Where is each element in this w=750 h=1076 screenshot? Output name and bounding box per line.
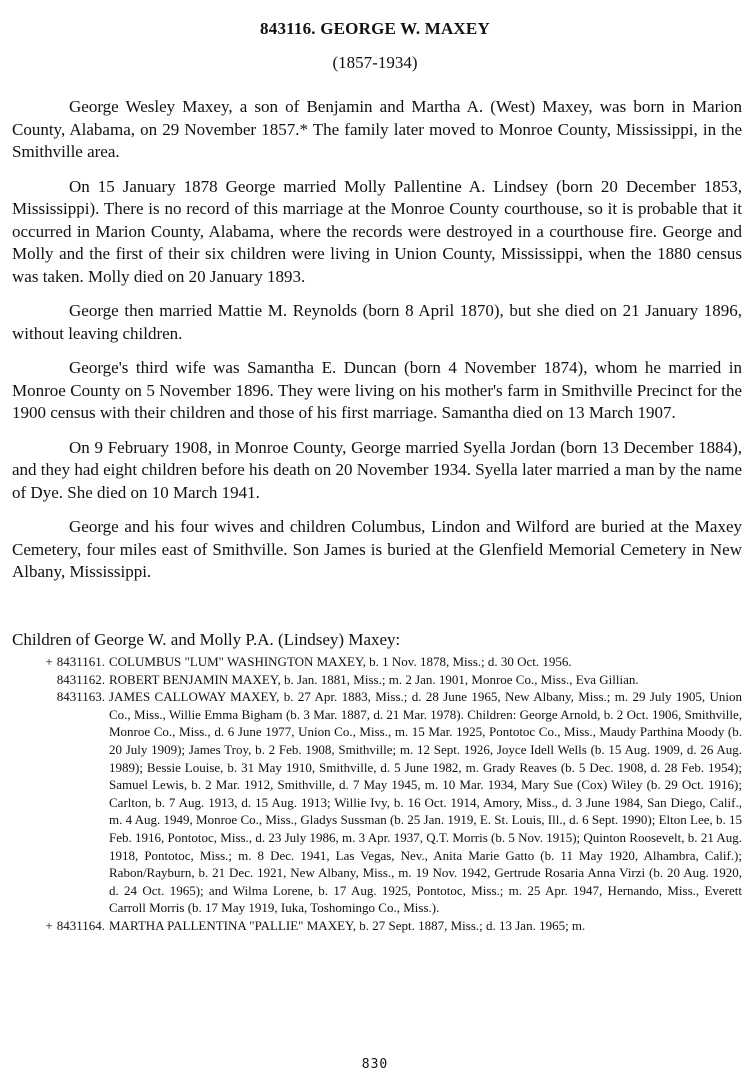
child-details: MARTHA PALLENTINA "PALLIE" MAXEY, b. 27 Sept. 1887, Miss.; d. 13 Jan. 1965; m. — [109, 917, 586, 933]
child-details: ROBERT BENJAMIN MAXEY, b. Jan. 1881, Miss.; m. 2 Jan. 1901, Monroe Co., Miss., Eva Gillian. — [109, 671, 639, 687]
child-details: COLUMBUS "LUM" WASHINGTON MAXEY, b. 1 Nov. 1878, Miss.; d. 30 Oct. 1956. — [109, 654, 572, 669]
paragraph: On 15 January 1878 George married Molly Pallentine A. Lindsey (born 20 December 1853, Mississippi). There is no record of this marriage at the Monroe County courthouse, so it is probable that it occurred in Marion County, Alabama, where the records were destroyed in a courthouse fire. George and Molly and the first of their six children were living in Union County, Mississippi, when the 1880 census was taken. Molly died on 20 January 1893. — [12, 176, 742, 286]
life-dates: (1857-1934) — [332, 53, 418, 72]
paragraph: George then married Mattie M. Reynolds (born 8 April 1870), but she died on 21 January 1896, without leaving children. — [12, 301, 742, 343]
biography-text — [12, 96, 742, 596]
child-number: 8431162. — [56, 671, 105, 687]
child-id — [12, 688, 105, 706]
paragraph: George and his four wives and children Columbus, Lindon and Wilford are buried at the Maxey Cemetery, four miles east of Smithville. Son James is buried at the Glenfield Memorial Cemetery in New Albany, Mississippi. — [12, 517, 742, 581]
child-number: 8431161. — [56, 654, 105, 669]
child-id — [12, 671, 105, 689]
child-number: 8431164. — [56, 917, 105, 933]
child-entry — [12, 671, 742, 689]
child-id — [12, 917, 105, 935]
child-entry — [12, 688, 742, 917]
descendant-marker: + — [45, 654, 53, 669]
page-title: 843116. GEORGE W. MAXEY — [260, 19, 490, 38]
descendant-marker: + — [45, 917, 53, 933]
child-entry — [12, 917, 742, 935]
child-details: JAMES CALLOWAY MAXEY, b. 27 Apr. 1883, Miss.; d. 28 June 1965, New Albany, Miss.; m. 29 July 1905, Union Co., Miss., Willie Emma Bigham (b. 3 Mar. 1887, d. 21 Mar. 1978). Children: George Arnold, b. 2 Oct. 1906, Smithville, Monroe Co., Miss., d. 6 June 1977, Union Co., Miss., m. 15 Mar. 1925, Pontotoc Co., Miss., Maudy Parthina Moody (b. 20 July 1909); James Troy, b. 2 Feb. 1908, Smithville; m. 12 Sept. 1926, Joyce Idell Wells (b. 15 Aug. 1909, d. 26 Aug. 1989); Bessie Louise, b. 31 May 1910, Smithville, d. 5 June 1982, m. Grady Reaves (b. 5 Dec. 1908, d. 28 Feb. 1954); Samuel Lewis, b. 2 Mar. 1912, Smithville, d. 7 May 1945, m. 10 Mar. 1934, Mary Sue (Cox) Wiley (b. 29 Oct. 1916); Carlton, b. 7 Aug. 1913, d. 15 Aug. 1913; Willie Ivy, b. 16 Oct. 1914, Amory, Miss., d. 3 June 1984, San Diego, Calif., m. 4 Aug. 1949, Monroe Co., Miss., Gladys Sussman (b. 25 Jan. 1919, E. St. Louis, Ill., d. 6 Sept. 1990); Elton Lee, b. 15 Feb. 1916, Pontotoc, Miss., d. 23 July 1986, m. 3 Apr. 1937, Q.T. Morris (b. 5 Nov. 1915); Quinton Roosevelt, b. 21 Aug. 1918, Pontotoc, Miss.; m. 8 Dec. 1941, Las Vegas, Nev., Anita Marie Gatto (b. 11 May 1920, Alhambra, Calif.); Rabon/Rayburn, b. 21 Dec. 1921, New Albany, Miss., m. 19 Nov. 1942, Gertrude Rosaria Anna Virzi (b. 20 Aug. 1920, d. 24 Oct. 1965); and Wilma Lorene, b. 17 Aug. 1925, Pontotoc, Miss.; m. 25 Apr. 1947, Hernando, Miss., Everett Carroll Morris (b. 17 May 1919, Iuka, Toshomingo Co., Miss.). — [109, 689, 743, 916]
page-number: 830 — [361, 1057, 389, 1072]
child-number: 8431163. — [56, 689, 105, 705]
paragraph: On 9 February 1908, in Monroe County, George married Syella Jordan (born 13 December 1884), and they had eight children before his death on 20 November 1934. Syella later married a man by the name of Dye. She died on 10 March 1941. — [12, 437, 742, 502]
children-list — [12, 653, 742, 935]
child-id — [12, 653, 105, 671]
child-entry — [12, 653, 742, 671]
children-heading: Children of George W. and Molly P.A. (Lindsey) Maxey: — [12, 630, 401, 649]
paragraph: George's third wife was Samantha E. Duncan (born 4 November 1874), whom he married in Monroe County on 5 November 1896. They were living on his mother's farm in Smithville Precinct for the 1900 census with their children and those of his first marriage. Samantha died on 13 March 1907. — [12, 358, 742, 422]
paragraph: George Wesley Maxey, a son of Benjamin and Martha A. (West) Maxey, was born in Marion County, Alabama, on 29 November 1857.* The family later moved to Monroe County, Mississippi, in the Smithville area. — [12, 97, 742, 161]
